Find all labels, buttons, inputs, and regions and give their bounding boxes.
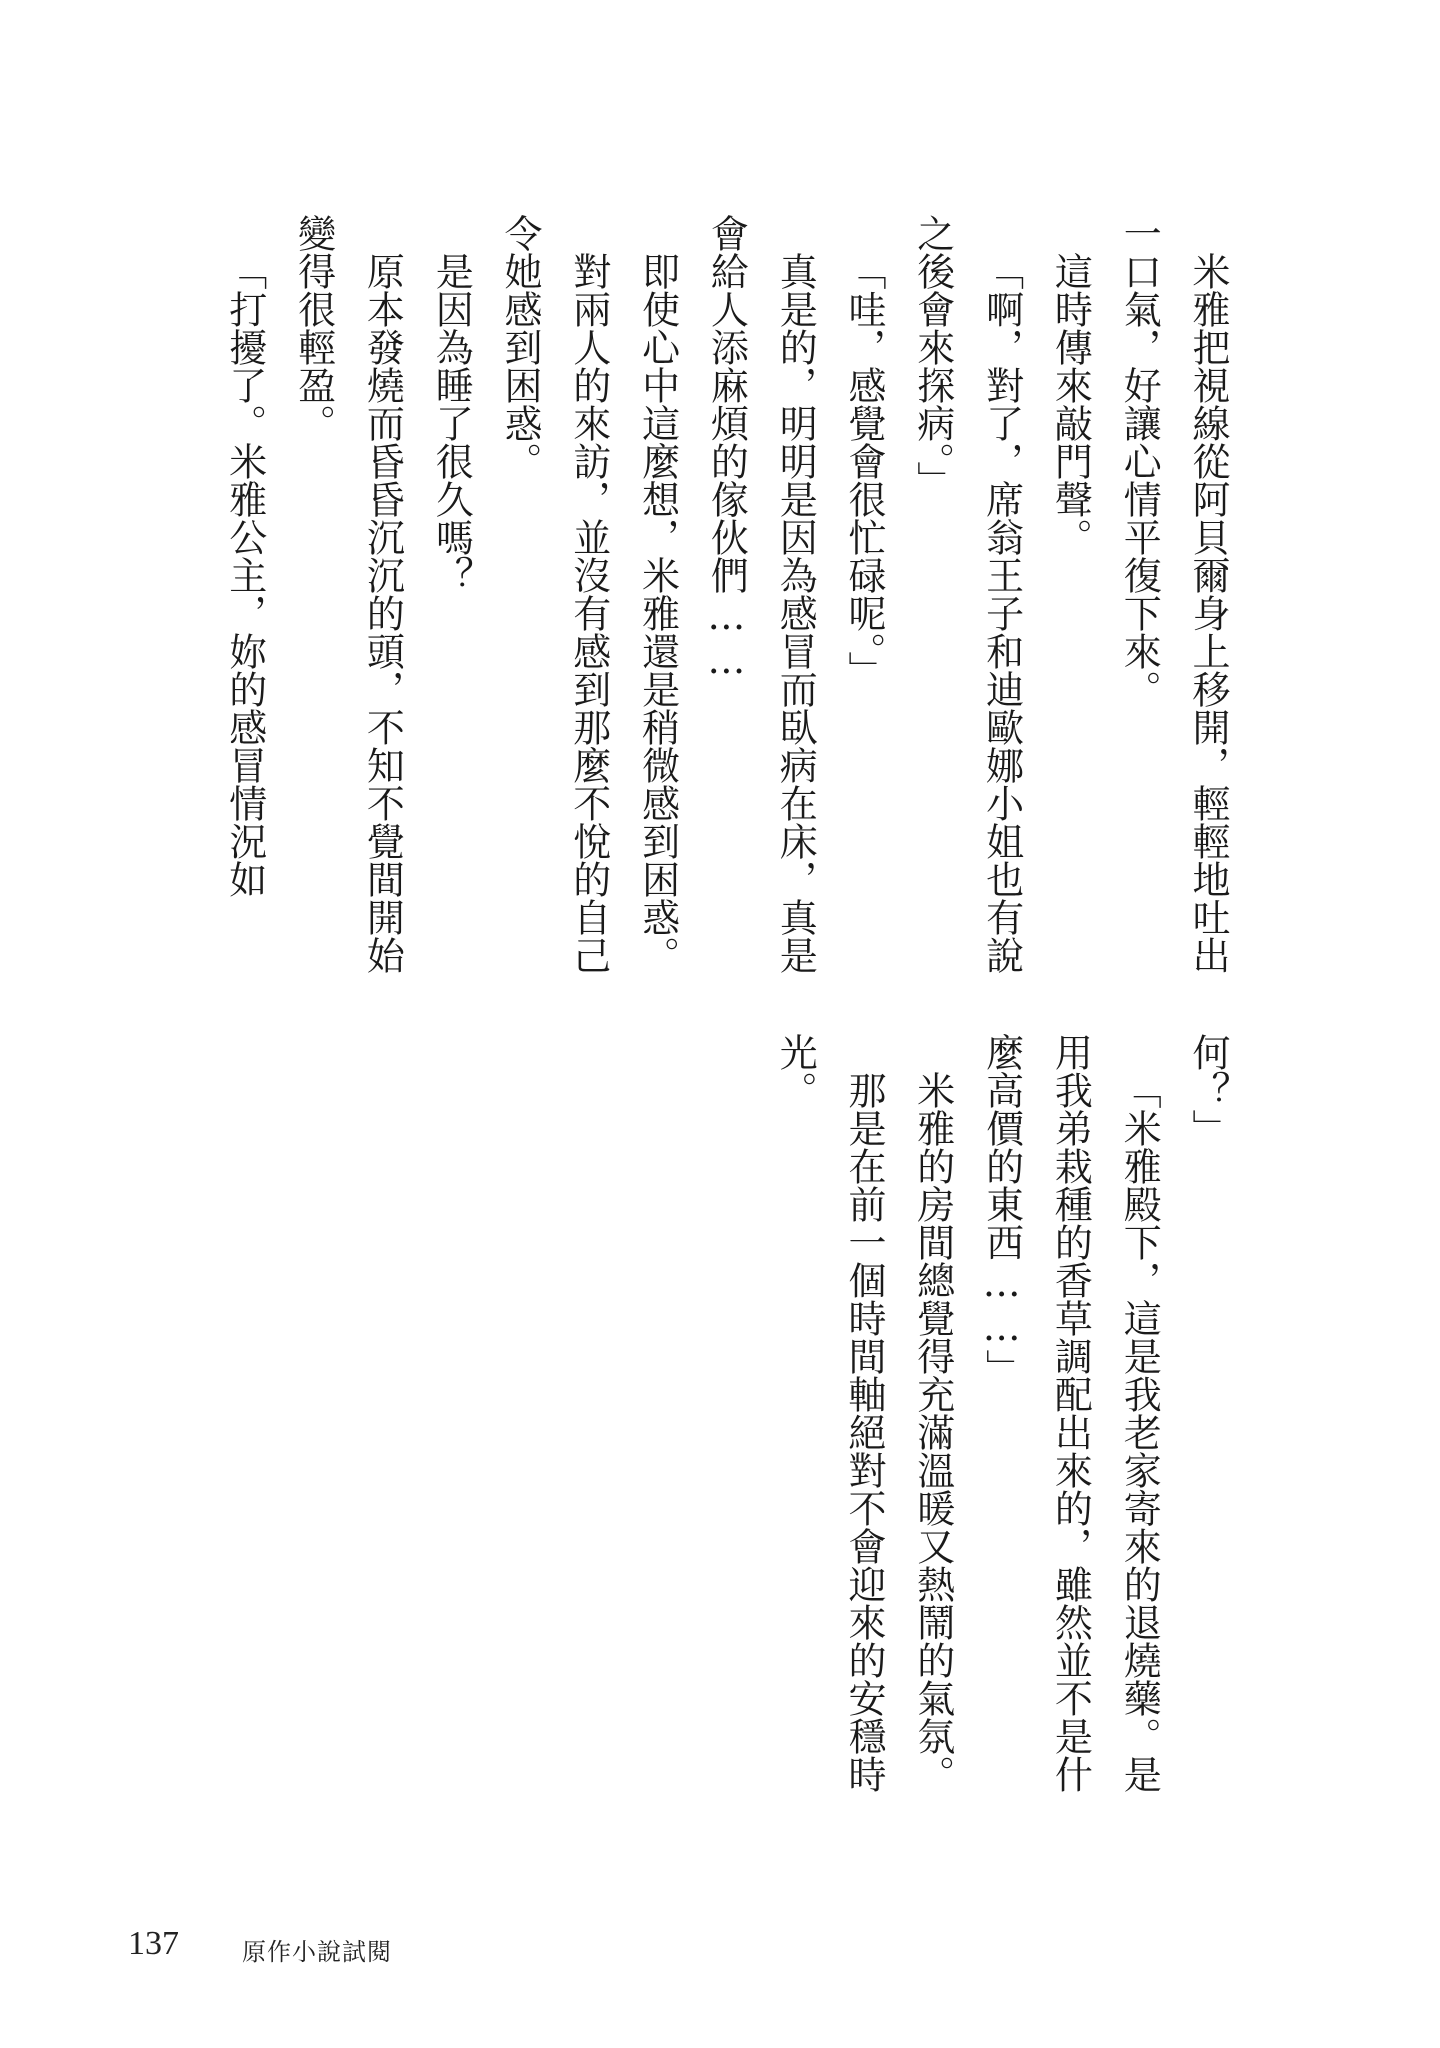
text-column: 麼高價的東西……」 bbox=[979, 1033, 1024, 1387]
text-column: 會給人添麻煩的傢伙們…… bbox=[704, 214, 749, 682]
text-column: 何？」 bbox=[1186, 1033, 1230, 1147]
text-column: 那是在前一個時間軸絕對不會迎來的安穩時 bbox=[842, 1071, 886, 1793]
text-column: 對兩人的來訪，並沒有感到那麼不悅的自己 bbox=[566, 252, 611, 974]
text-column: 光。 bbox=[773, 1033, 818, 1109]
text-column: 「米雅殿下，這是我老家寄來的退燒藥。是 bbox=[1117, 1071, 1162, 1793]
text-column: 真是的，明明是因為感冒而臥病在床，真是 bbox=[773, 252, 818, 974]
text-column: 之後會來探病。」 bbox=[910, 214, 955, 499]
text-column: 用我弟栽種的香草調配出來的，雖然並不是什 bbox=[1048, 1033, 1093, 1793]
running-title: 原作小說試閱 bbox=[242, 1938, 392, 1966]
text-column: 「啊，對了，席翁王子和迪歐娜小姐也有說 bbox=[979, 252, 1024, 974]
text-column: 「打擾了。米雅公主，妳的感冒情況如 bbox=[222, 252, 267, 898]
page-number: 137 bbox=[128, 1925, 179, 1962]
text-column: 一口氣，好讓心情平復下來。 bbox=[1117, 214, 1162, 708]
text-column: 是因為睡了很久嗎？ bbox=[429, 252, 474, 594]
text-column: 令她感到困惑。 bbox=[498, 214, 542, 480]
text-column: 這時傳來敲門聲。 bbox=[1048, 252, 1093, 556]
text-column: 米雅的房間總覺得充滿溫暖又熱鬧的氣氛。 bbox=[910, 1071, 955, 1793]
text-column: 變得很輕盈。 bbox=[291, 214, 336, 442]
text-column: 「哇，感覺會很忙碌呢。」 bbox=[842, 252, 886, 689]
text-column: 原本發燒而昏昏沉沉的頭，不知不覺間開始 bbox=[360, 252, 405, 974]
text-column: 即使心中這麼想，米雅還是稍微感到困惑。 bbox=[635, 252, 680, 974]
text-column: 米雅把視線從阿貝爾身上移開，輕輕地吐出 bbox=[1186, 252, 1230, 974]
